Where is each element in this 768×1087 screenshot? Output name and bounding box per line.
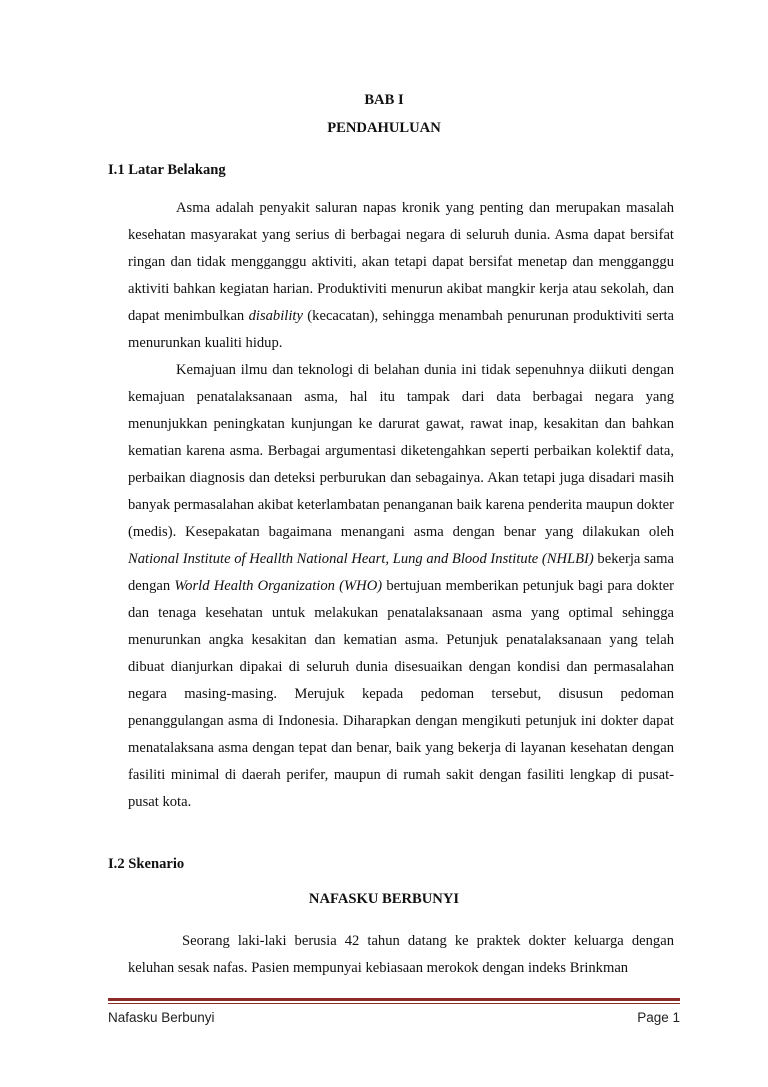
chapter-title: PENDAHULUAN — [327, 120, 441, 136]
scenario-title: NAFASKU BERBUNYI — [308, 891, 460, 907]
paragraph: Seorang laki-laki berusia 42 tahun datang ke praktek dokter keluarga dengan keluhan sesak nafas. Pasien mempunyai kebiasaan merokok dengan indeks Brinkman — [128, 933, 674, 976]
footer-rule — [108, 998, 680, 1001]
paragraph: Asma adalah penyakit saluran napas kronik yang penting dan merupakan masalah kesehatan masyarakat yang serius di berbagai negara di seluruh dunia. Asma dapat bersifat ringan dan tidak mengganggu aktiviti, akan tetapi dapat bersifat menetap dan mengganggu aktiviti bahkan kegiatan harian. Produktiviti menurun akibat mangkir kerja atau sekolah, dan dapat menimbulkan disability (kecacatan), sehingga menambah penurunan produktiviti serta menurunkan kualiti hidup. — [128, 200, 675, 351]
page-footer — [108, 1010, 680, 1025]
paragraph: Kemajuan ilmu dan teknologi di belahan dunia ini tidak sepenuhnya diikuti dengan kemajuan penatalaksanaan asma, hal itu tampak dari data berbagai negara yang menunjukkan peningkatan kunjungan ke darurat gawat, rawat inap, kesakitan dan bahkan kematian karena asma. Berbagai argumentasi diketengahkan seperti perbaikan kolektif data, perbaikan diagnosis dan deteksi perburukan dan sebagainya. Akan tetapi juga disadari masih banyak permasalahan akibat keterlambatan penanganan baik karena penderita maupun dokter (medis). Kesepakatan bagaimana menangani asma dengan benar yang dilakukan oleh National Institute of Heallth National Heart, Lung and Blood Institute (NHLBI) bekerja sama dengan World Health Organization (WHO) bertujuan memberikan petunjuk bagi para dokter dan tenaga kesehatan untuk melakukan penatalaksanaan asma yang optimal sehingga menurunkan angka kesakitan dan kematian asma. Petunjuk penatalaksanaan yang telah dibuat dianjurkan dipakai di seluruh dunia disesuaikan dengan kondisi dan permasalahan negara masing-masing. Merujuk kepada pedoman tersebut, disusun pedoman penanggulangan asma di Indonesia. Diharapkan dengan mengikuti petunjuk ini dokter dapat menatalaksana asma dengan tepat dan benar, baik yang bekerja di layanan kesehatan dengan fasiliti minimal di daerah perifer, maupun di rumah sakit dengan fasiliti lengkap di pusat-pusat kota. — [128, 362, 675, 810]
section2-body — [128, 928, 674, 982]
footer-title: Nafasku Berbunyi — [108, 1010, 215, 1025]
chapter-label: BAB I — [364, 92, 404, 108]
section-heading-latar-belakang: I.1 Latar Belakang — [108, 162, 226, 178]
section1-body — [128, 195, 674, 816]
footer-rule-thin — [108, 1003, 680, 1004]
section-heading-skenario: I.2 Skenario — [108, 856, 185, 872]
page-number: Page 1 — [637, 1010, 680, 1025]
